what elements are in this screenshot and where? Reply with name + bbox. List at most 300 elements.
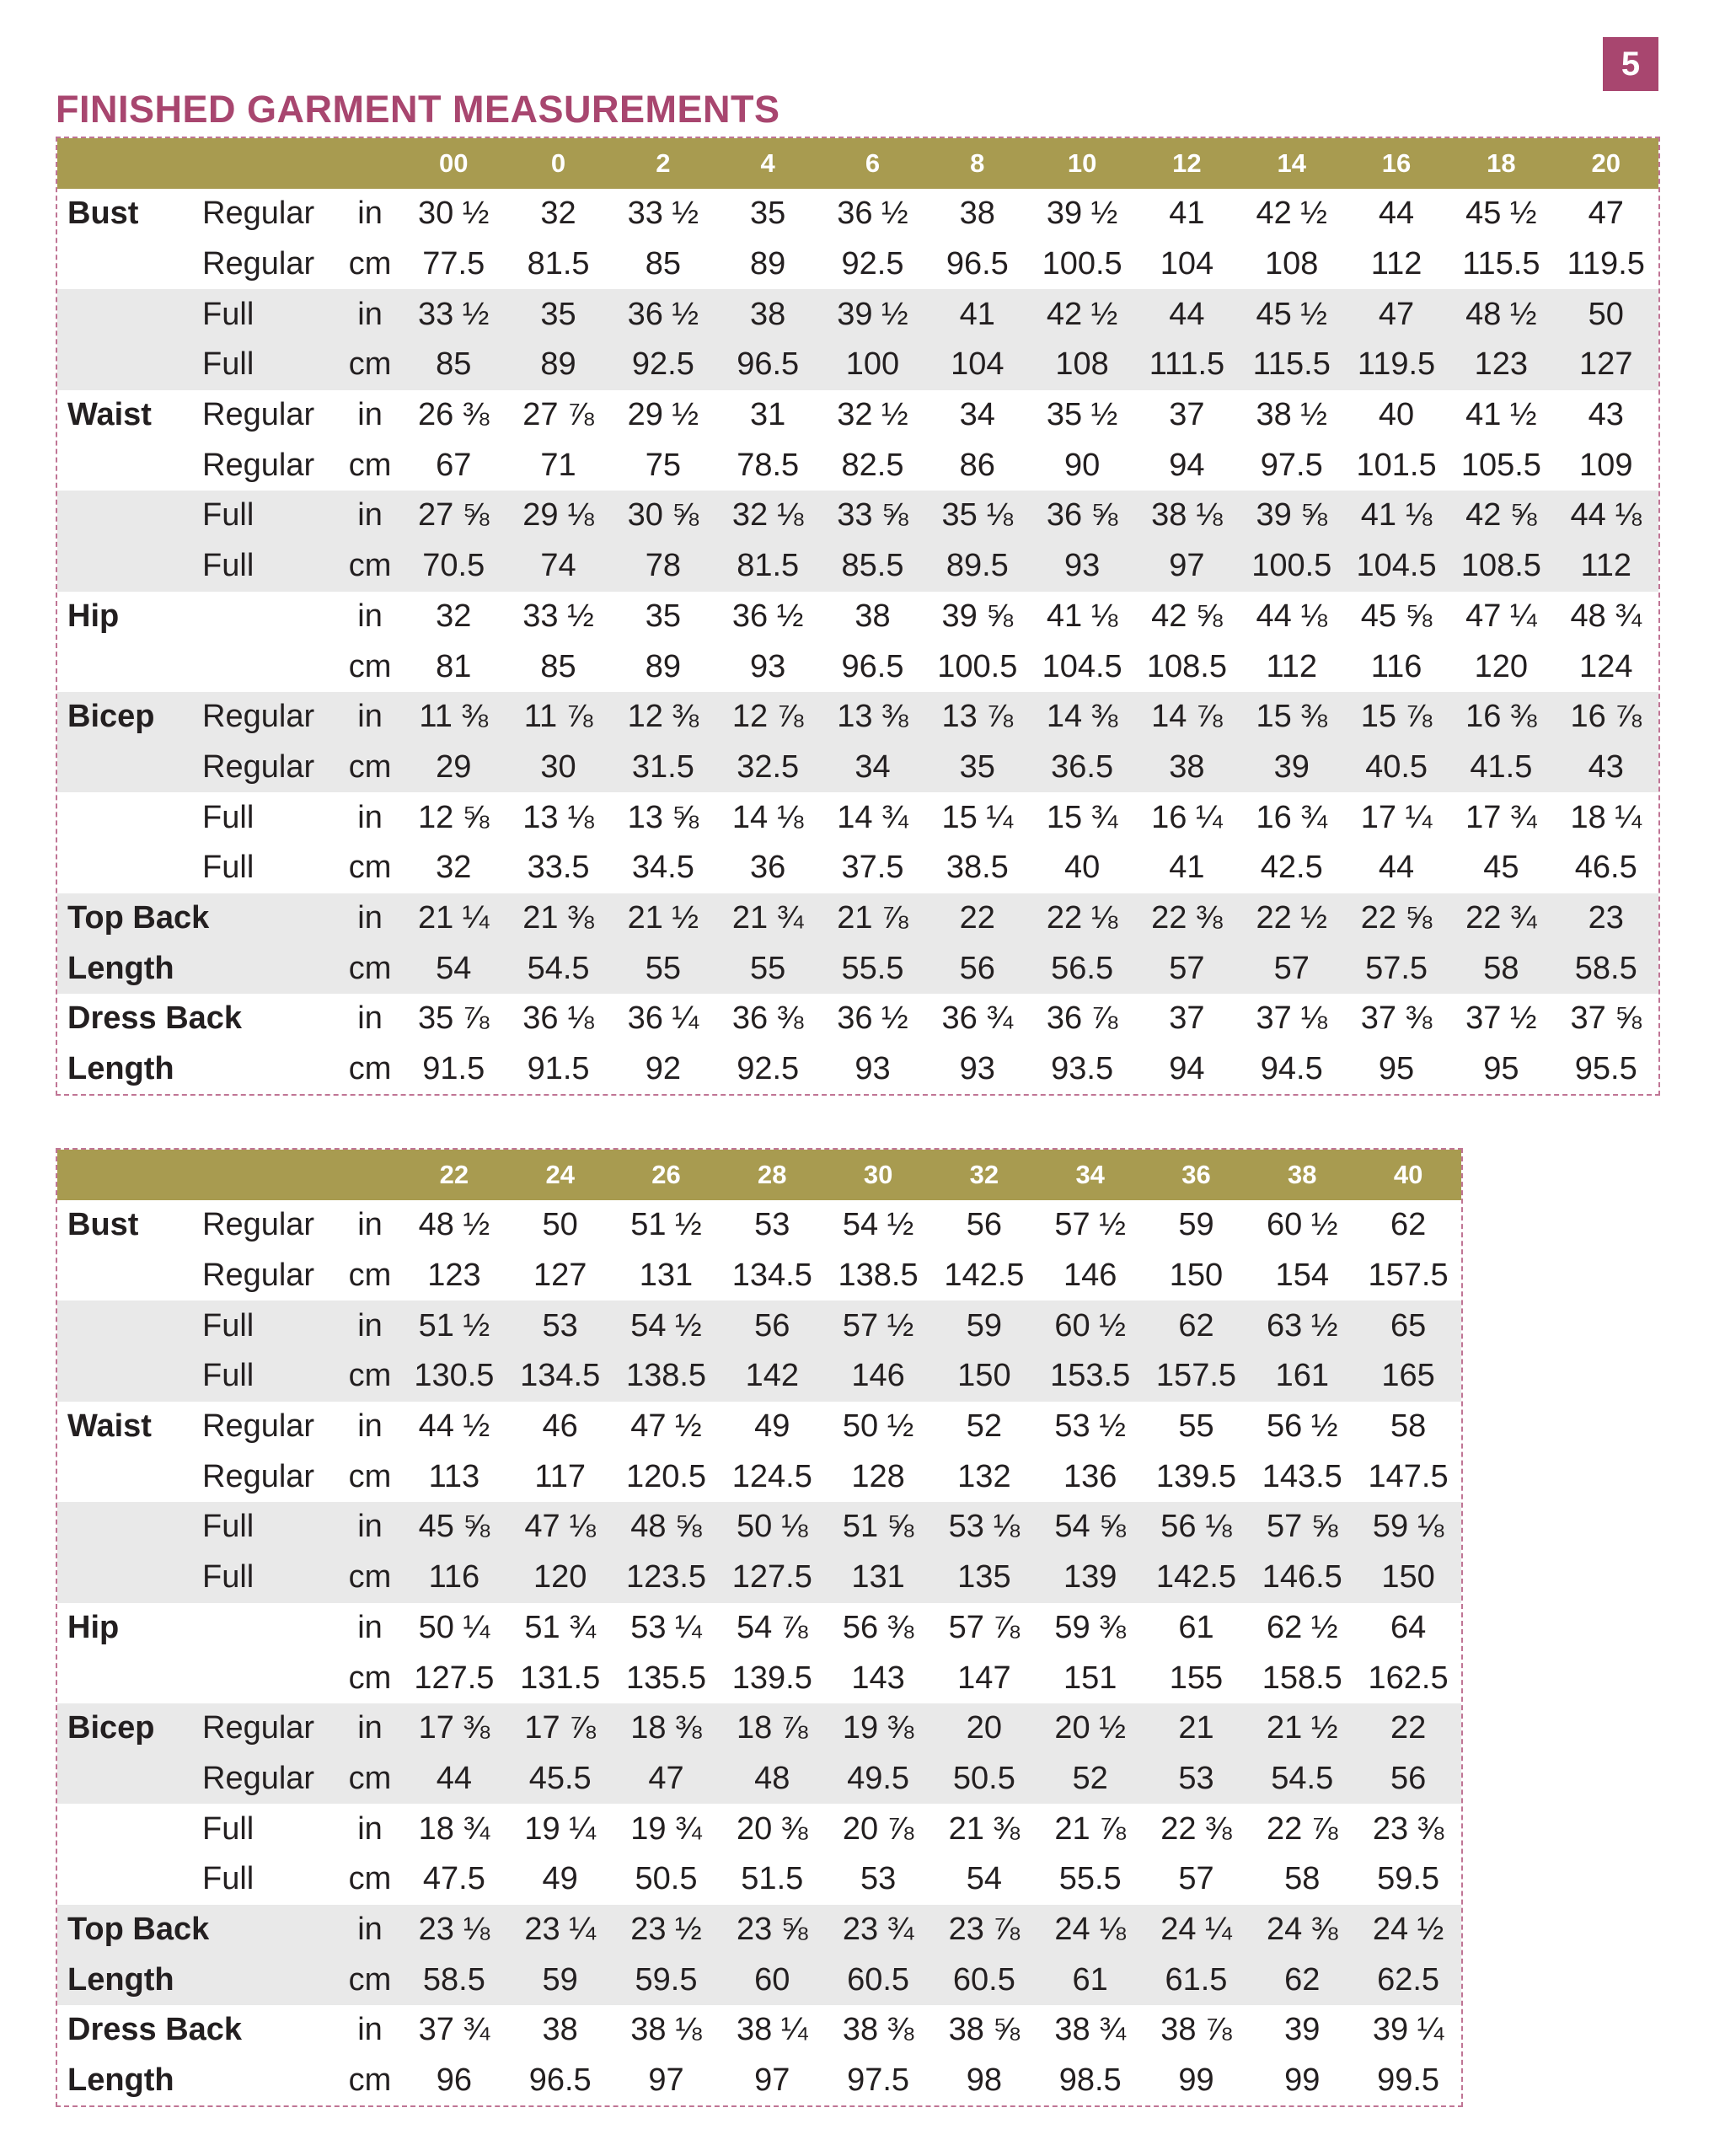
measurement-value: 59 bbox=[507, 1955, 613, 2005]
measurement-row bbox=[57, 943, 1658, 994]
measurement-value: 41 ⅛ bbox=[1344, 491, 1449, 541]
measurement-value: 50 ⅛ bbox=[719, 1502, 825, 1553]
measurement-row bbox=[57, 1553, 1461, 1603]
measurement-value: 53 ¼ bbox=[630, 1609, 702, 1645]
measurement-value: 138.5 bbox=[838, 1258, 919, 1294]
page-title: FINISHED GARMENT MEASUREMENTS bbox=[56, 88, 780, 131]
measurement-value: 57 ½ bbox=[1054, 1207, 1126, 1243]
measurement-value: 33 ½ bbox=[401, 289, 506, 340]
measurement-value: 47 bbox=[1344, 289, 1449, 340]
fit-variant-label: Regular bbox=[202, 1408, 315, 1445]
measurement-value: 14 ⅜ bbox=[1030, 692, 1134, 743]
measurement-value: 147.5 bbox=[1368, 1458, 1449, 1494]
measurement-value: 70.5 bbox=[401, 541, 506, 592]
measurement-value: 50.5 bbox=[635, 1861, 698, 1897]
measurement-value: 21 ⅜ bbox=[948, 1810, 1021, 1847]
measurement-value: 39 ½ bbox=[820, 289, 924, 340]
measurement-value: 130.5 bbox=[401, 1351, 507, 1402]
measurement-value: 38.5 bbox=[946, 850, 1009, 886]
measurement-value: 54.5 bbox=[1249, 1754, 1355, 1805]
measurement-value: 128 bbox=[851, 1458, 905, 1494]
measurement-value: 41.5 bbox=[1449, 743, 1553, 793]
measurement-value: 11 ⅜ bbox=[401, 692, 506, 743]
measurement-row bbox=[57, 491, 1658, 541]
measurement-row bbox=[57, 1905, 1461, 1955]
measurement-value: 49 bbox=[754, 1408, 790, 1445]
measurement-value: 36 ½ bbox=[837, 196, 908, 232]
measurement-value: 44 bbox=[1378, 850, 1415, 886]
measurement-value: 40 bbox=[1063, 850, 1101, 886]
measurement-value: 92 bbox=[645, 1051, 681, 1087]
measurement-row bbox=[57, 1451, 1461, 1502]
measurement-value: 127 bbox=[533, 1258, 587, 1294]
size-header-row bbox=[57, 1150, 1461, 1200]
measurement-value: 96 bbox=[436, 2062, 473, 2099]
unit-label: cm bbox=[339, 743, 401, 793]
section-label bbox=[57, 1502, 196, 1553]
measurement-value: 38 bbox=[715, 289, 820, 340]
measurement-value: 49.5 bbox=[825, 1754, 931, 1805]
measurement-value: 139.5 bbox=[1155, 1458, 1237, 1494]
measurement-value: 16 ⅜ bbox=[1449, 692, 1553, 743]
measurement-value: 57 bbox=[1240, 943, 1344, 994]
unit-label: cm bbox=[348, 2062, 392, 2099]
measurement-value: 40.5 bbox=[1344, 743, 1449, 793]
measurement-value: 113 bbox=[428, 1458, 480, 1494]
measurement-value: 44 bbox=[401, 1754, 507, 1805]
measurement-value: 95 bbox=[1378, 1051, 1415, 1087]
measurement-value: 92.5 bbox=[841, 246, 904, 282]
measurement-value: 47 bbox=[613, 1754, 720, 1805]
measurement-value: 22 ⅜ bbox=[1160, 1810, 1232, 1847]
measurement-value: 21 bbox=[1144, 1703, 1250, 1754]
measurement-value: 35 bbox=[750, 196, 786, 232]
measurement-row bbox=[57, 289, 1658, 340]
fit-variant-label: Full bbox=[196, 340, 339, 390]
measurement-value: 135.5 bbox=[625, 1660, 707, 1696]
measurement-value: 95 bbox=[1483, 1051, 1519, 1087]
measurement-row bbox=[57, 1351, 1461, 1402]
size-header-cell: 26 bbox=[651, 1160, 681, 1189]
measurement-value: 120 bbox=[507, 1553, 613, 1603]
fit-variant-label bbox=[196, 1955, 339, 2005]
measurement-row bbox=[57, 743, 1658, 793]
measurement-value: 15 ⅜ bbox=[1240, 692, 1344, 743]
measurement-value: 131 bbox=[639, 1258, 694, 1294]
measurement-value: 37.5 bbox=[841, 850, 904, 886]
measurement-row bbox=[57, 1854, 1461, 1905]
measurement-value: 30 ⅝ bbox=[611, 491, 715, 541]
measurement-value: 134.5 bbox=[731, 1258, 812, 1294]
measurement-value: 117 bbox=[534, 1458, 586, 1494]
page-number-badge: 5 bbox=[1603, 37, 1658, 91]
section-label: Length bbox=[57, 1955, 196, 2005]
measurement-value: 57 bbox=[1178, 1861, 1214, 1897]
measurement-value: 14 ¾ bbox=[837, 799, 908, 835]
measurement-value: 38 ⅝ bbox=[948, 2012, 1021, 2048]
measurement-value: 108.5 bbox=[1449, 541, 1553, 592]
measurement-value: 96.5 bbox=[528, 2062, 592, 2099]
measurement-value: 37 ⅝ bbox=[1570, 1000, 1642, 1037]
measurement-value: 26 ⅜ bbox=[417, 397, 490, 433]
measurement-value: 48 ½ bbox=[418, 1207, 490, 1243]
measurement-value: 37 bbox=[1169, 1000, 1205, 1037]
measurement-value: 35 ½ bbox=[1046, 397, 1118, 433]
measurement-value: 22 ½ bbox=[1240, 893, 1344, 944]
header-blank-cell bbox=[57, 138, 196, 189]
measurement-value: 131.5 bbox=[520, 1660, 601, 1696]
section-label bbox=[57, 440, 196, 491]
measurement-value: 100.5 bbox=[1042, 246, 1122, 282]
measurement-value: 124 bbox=[1579, 648, 1633, 684]
measurement-value: 23 ⅝ bbox=[719, 1905, 825, 1955]
measurement-value: 33.5 bbox=[527, 850, 590, 886]
measurement-value: 19 ⅜ bbox=[825, 1703, 931, 1754]
measurement-value: 55.5 bbox=[820, 943, 924, 994]
measurement-value: 24 ¼ bbox=[1144, 1905, 1250, 1955]
section-label: Top Back bbox=[57, 893, 196, 944]
unit-label: cm bbox=[348, 1051, 392, 1087]
measurement-value: 50.5 bbox=[931, 1754, 1037, 1805]
measurement-value: 19 ¾ bbox=[630, 1810, 702, 1847]
section-label bbox=[57, 1451, 196, 1502]
fit-variant-label: Regular bbox=[202, 246, 315, 282]
measurement-value: 37 ⅛ bbox=[1256, 1000, 1327, 1037]
unit-label: cm bbox=[339, 1955, 401, 2005]
measurement-value: 35 ⅛ bbox=[925, 491, 1030, 541]
measurement-value: 51 ½ bbox=[401, 1301, 507, 1351]
measurement-value: 32 bbox=[540, 196, 576, 232]
measurement-value: 38 bbox=[542, 2012, 578, 2048]
measurement-value: 146.5 bbox=[1249, 1553, 1355, 1603]
measurement-value: 94 bbox=[1169, 447, 1205, 483]
measurement-value: 38 ⅛ bbox=[630, 2012, 702, 2048]
measurement-value: 71 bbox=[540, 447, 576, 483]
measurement-value: 55 bbox=[611, 943, 715, 994]
measurement-value: 14 ⅛ bbox=[731, 799, 804, 835]
measurement-value: 53 ½ bbox=[1054, 1408, 1126, 1445]
measurement-value: 35 bbox=[506, 289, 610, 340]
measurement-value: 21 ¾ bbox=[715, 893, 820, 944]
measurement-value: 12 ⅝ bbox=[417, 799, 490, 835]
size-header-cell: 6 bbox=[865, 148, 881, 178]
measurement-value: 150 bbox=[1355, 1553, 1461, 1603]
measurement-value: 41 bbox=[1169, 850, 1205, 886]
measurement-value: 38 bbox=[854, 598, 891, 634]
measurement-value: 59 ⅜ bbox=[1054, 1609, 1126, 1645]
measurement-value: 105.5 bbox=[1460, 447, 1541, 483]
measurement-value: 134.5 bbox=[507, 1351, 613, 1402]
fit-variant-label bbox=[196, 1905, 339, 1955]
measurement-value: 47 ¼ bbox=[1465, 598, 1537, 634]
header-blank-cell bbox=[196, 1150, 339, 1200]
measurement-value: 18 ¼ bbox=[1570, 799, 1642, 835]
measurement-value: 47.5 bbox=[422, 1861, 485, 1897]
measurement-value: 36 bbox=[750, 850, 786, 886]
size-header-cell: 36 bbox=[1181, 1160, 1211, 1189]
measurement-value: 138.5 bbox=[613, 1351, 720, 1402]
measurement-value: 97 bbox=[1134, 541, 1239, 592]
fit-variant-label bbox=[196, 2056, 339, 2106]
measurement-value: 23 ⅜ bbox=[1372, 1810, 1444, 1847]
measurement-value: 93 bbox=[750, 648, 786, 684]
fit-variant-label: Regular bbox=[202, 397, 315, 433]
measurement-value: 31.5 bbox=[611, 743, 715, 793]
measurement-value: 86 bbox=[959, 447, 995, 483]
measurement-value: 20 ⅞ bbox=[842, 1810, 914, 1847]
measurement-value: 15 ¾ bbox=[1046, 799, 1118, 835]
measurement-value: 139 bbox=[1037, 1553, 1144, 1603]
section-label bbox=[57, 1854, 196, 1905]
size-header-row bbox=[57, 138, 1658, 189]
measurement-value: 39 bbox=[1240, 743, 1344, 793]
measurement-value: 59.5 bbox=[1377, 1861, 1440, 1897]
measurement-row bbox=[57, 390, 1658, 441]
measurement-value: 53 bbox=[1144, 1754, 1250, 1805]
measurement-value: 20 ⅜ bbox=[737, 1810, 808, 1847]
fit-variant-label: Full bbox=[196, 1502, 339, 1553]
measurement-value: 35 ⅞ bbox=[417, 1000, 490, 1037]
measurement-value: 38 ¼ bbox=[737, 2012, 808, 2048]
measurement-row bbox=[57, 1502, 1461, 1553]
measurement-value: 89.5 bbox=[925, 541, 1030, 592]
section-label bbox=[57, 1351, 196, 1402]
measurement-value: 37 ⅜ bbox=[1360, 1000, 1433, 1037]
measurement-value: 146 bbox=[1063, 1258, 1117, 1294]
measurement-row bbox=[57, 1603, 1461, 1654]
measurement-value: 101.5 bbox=[1356, 447, 1437, 483]
measurement-value: 44 ½ bbox=[418, 1408, 490, 1445]
measurement-value: 38 bbox=[959, 196, 995, 232]
measurement-value: 47 ½ bbox=[630, 1408, 702, 1445]
unit-label: in bbox=[339, 692, 401, 743]
measurement-value: 104.5 bbox=[1042, 648, 1122, 684]
measurement-value: 67 bbox=[436, 447, 472, 483]
measurement-value: 48 ½ bbox=[1449, 289, 1553, 340]
measurement-value: 16 ¾ bbox=[1256, 799, 1327, 835]
measurement-value: 54 ⅝ bbox=[1037, 1502, 1144, 1553]
unit-label: in bbox=[357, 598, 383, 634]
measurement-value: 24 ⅜ bbox=[1249, 1905, 1355, 1955]
measurement-value: 51.5 bbox=[741, 1861, 804, 1897]
measurement-row bbox=[57, 893, 1658, 944]
measurement-value: 54 ½ bbox=[613, 1301, 720, 1351]
measurement-value: 62 bbox=[1249, 1955, 1355, 2005]
measurement-value: 36 ⅛ bbox=[522, 1000, 594, 1037]
measurement-row bbox=[57, 340, 1658, 390]
unit-label: in bbox=[357, 1207, 383, 1243]
measurement-value: 93 bbox=[854, 1051, 891, 1087]
unit-label: cm bbox=[348, 1660, 392, 1696]
measurement-value: 119.5 bbox=[1344, 340, 1449, 390]
measurement-value: 22 bbox=[1355, 1703, 1461, 1754]
section-label: Length bbox=[57, 943, 196, 994]
fit-variant-label: Regular bbox=[196, 1703, 339, 1754]
measurement-value: 89 bbox=[750, 246, 786, 282]
measurement-row bbox=[57, 1955, 1461, 2005]
measurement-value: 57 bbox=[1134, 943, 1239, 994]
measurement-value: 56 ⅛ bbox=[1144, 1502, 1250, 1553]
measurement-value: 59 bbox=[931, 1301, 1037, 1351]
unit-label: cm bbox=[339, 1754, 401, 1805]
measurement-value: 63 ½ bbox=[1249, 1301, 1355, 1351]
measurement-value: 32 bbox=[436, 850, 472, 886]
measurement-value: 39 ½ bbox=[1046, 196, 1118, 232]
measurement-value: 64 bbox=[1390, 1609, 1427, 1645]
measurement-value: 29 ½ bbox=[627, 397, 699, 433]
measurement-value: 45 ½ bbox=[1465, 196, 1537, 232]
size-header-cell: 18 bbox=[1487, 148, 1516, 178]
measurement-value: 48 bbox=[719, 1754, 825, 1805]
measurement-value: 112 bbox=[1370, 246, 1422, 282]
measurement-value: 120 bbox=[1474, 648, 1529, 684]
measurement-value: 46 bbox=[542, 1408, 578, 1445]
measurement-value: 17 ⅞ bbox=[507, 1703, 613, 1754]
fit-variant-label: Full bbox=[196, 289, 339, 340]
unit-label: in bbox=[357, 1408, 383, 1445]
measurement-value: 15 ¼ bbox=[941, 799, 1014, 835]
fit-variant-label: Full bbox=[196, 1301, 339, 1351]
measurement-value: 116 bbox=[1370, 648, 1422, 684]
measurement-value: 56 ½ bbox=[1267, 1408, 1338, 1445]
measurement-value: 97.5 bbox=[1260, 447, 1323, 483]
measurement-value: 44 ⅛ bbox=[1554, 491, 1658, 541]
measurement-value: 56 ⅜ bbox=[842, 1609, 914, 1645]
measurement-value: 39 ⅝ bbox=[941, 598, 1014, 634]
measurement-value: 58 bbox=[1284, 1861, 1321, 1897]
measurement-value: 53 bbox=[860, 1861, 897, 1897]
fit-variant-label: Full bbox=[202, 1810, 254, 1847]
section-label: Dress Back bbox=[67, 2012, 243, 2048]
measurement-value: 55.5 bbox=[1058, 1861, 1122, 1897]
measurement-value: 75 bbox=[645, 447, 681, 483]
measurement-value: 21 ½ bbox=[611, 893, 715, 944]
size-header-cell: 0 bbox=[550, 148, 566, 178]
measurement-value: 157.5 bbox=[1144, 1351, 1250, 1402]
measurement-row bbox=[57, 641, 1658, 692]
measurement-value: 23 bbox=[1554, 893, 1658, 944]
measurement-value: 29 ⅛ bbox=[506, 491, 610, 541]
measurement-value: 37 ¾ bbox=[418, 2012, 490, 2048]
measurement-value: 131 bbox=[825, 1553, 931, 1603]
measurement-value: 36 ⅞ bbox=[1046, 1000, 1118, 1037]
measurement-value: 17 ⅜ bbox=[401, 1703, 507, 1754]
measurement-value: 52 bbox=[966, 1408, 1003, 1445]
measurement-value: 91.5 bbox=[527, 1051, 590, 1087]
section-label bbox=[57, 641, 196, 692]
measurement-value: 61 bbox=[1037, 1955, 1144, 2005]
measurement-value: 45.5 bbox=[507, 1754, 613, 1805]
fit-variant-label: Full bbox=[196, 1553, 339, 1603]
measurement-value: 54.5 bbox=[506, 943, 610, 994]
size-header-cell: 12 bbox=[1172, 148, 1202, 178]
header-blank-cell bbox=[339, 1150, 401, 1200]
unit-label: cm bbox=[348, 648, 392, 684]
measurement-value: 78 bbox=[611, 541, 715, 592]
measurement-value: 96.5 bbox=[841, 648, 904, 684]
measurement-value: 18 ⅞ bbox=[719, 1703, 825, 1754]
measurement-value: 13 ⅜ bbox=[820, 692, 924, 743]
fit-variant-label: Regular bbox=[202, 196, 315, 232]
unit-label: in bbox=[357, 397, 383, 433]
section-label bbox=[57, 340, 196, 390]
unit-label: cm bbox=[348, 1861, 392, 1897]
size-header-cell: 14 bbox=[1277, 148, 1306, 178]
measurement-value: 139.5 bbox=[731, 1660, 812, 1696]
measurement-value: 146 bbox=[825, 1351, 931, 1402]
measurement-value: 123 bbox=[1449, 340, 1553, 390]
fit-variant-label: Regular bbox=[202, 447, 315, 483]
measurement-value: 42 ⅝ bbox=[1449, 491, 1553, 541]
measurement-table bbox=[57, 138, 1658, 1094]
measurement-value: 59.5 bbox=[613, 1955, 720, 2005]
unit-label: in bbox=[357, 1000, 383, 1037]
section-label: Top Back bbox=[57, 1905, 196, 1955]
size-header-cell: 40 bbox=[1393, 1160, 1423, 1189]
measurement-value: 56 bbox=[966, 1207, 1003, 1243]
measurement-value: 54 ⅞ bbox=[737, 1609, 808, 1645]
measurement-row bbox=[57, 1044, 1658, 1095]
measurement-value: 43 bbox=[1554, 743, 1658, 793]
size-header-cell: 22 bbox=[439, 1160, 469, 1189]
measurement-value: 30 bbox=[506, 743, 610, 793]
measurement-value: 93 bbox=[1030, 541, 1134, 592]
measurement-value: 32 ½ bbox=[837, 397, 908, 433]
unit-label: in bbox=[357, 799, 383, 835]
measurement-value: 135 bbox=[931, 1553, 1037, 1603]
measurement-value: 85 bbox=[401, 340, 506, 390]
size-header-cell: 34 bbox=[1075, 1160, 1105, 1189]
measurement-value: 58.5 bbox=[1554, 943, 1658, 994]
size-header-cell: 8 bbox=[970, 148, 985, 178]
measurement-value: 21 ⅞ bbox=[1054, 1810, 1126, 1847]
measurement-value: 54 bbox=[966, 1861, 1003, 1897]
fit-variant-label: Full bbox=[196, 541, 339, 592]
section-label bbox=[57, 491, 196, 541]
measurement-value: 153.5 bbox=[1037, 1351, 1144, 1402]
unit-label: in bbox=[339, 289, 401, 340]
measurement-row bbox=[57, 1200, 1461, 1251]
measurement-value: 57 ½ bbox=[825, 1301, 931, 1351]
measurement-value: 42 ½ bbox=[1030, 289, 1134, 340]
measurement-value: 12 ⅜ bbox=[611, 692, 715, 743]
measurement-value: 38 bbox=[1134, 743, 1239, 793]
measurement-value: 60 ½ bbox=[1267, 1207, 1338, 1243]
section-label bbox=[57, 1301, 196, 1351]
section-label: Bicep bbox=[57, 1703, 196, 1754]
fit-variant-label: Full bbox=[202, 799, 254, 835]
measurement-value: 127 bbox=[1554, 340, 1658, 390]
measurement-row bbox=[57, 792, 1658, 843]
measurement-value: 38 ⅞ bbox=[1160, 2012, 1232, 2048]
unit-label: cm bbox=[348, 246, 392, 282]
measurement-value: 22 ⅜ bbox=[1134, 893, 1239, 944]
measurement-value: 100.5 bbox=[1240, 541, 1344, 592]
measurement-value: 18 ¾ bbox=[418, 1810, 490, 1847]
fit-variant-label: Regular bbox=[196, 1754, 339, 1805]
measurement-value: 17 ¼ bbox=[1360, 799, 1433, 835]
measurement-value: 51 ½ bbox=[630, 1207, 702, 1243]
measurement-value: 38 ¾ bbox=[1054, 2012, 1126, 2048]
measurement-value: 82.5 bbox=[841, 447, 904, 483]
section-label bbox=[57, 1553, 196, 1603]
measurement-value: 34.5 bbox=[631, 850, 694, 886]
measurement-value: 58.5 bbox=[401, 1955, 507, 2005]
measurement-value: 62 ½ bbox=[1267, 1609, 1338, 1645]
measurement-value: 23 ½ bbox=[613, 1905, 720, 1955]
measurement-value: 34 bbox=[820, 743, 924, 793]
measurement-value: 127.5 bbox=[719, 1553, 825, 1603]
